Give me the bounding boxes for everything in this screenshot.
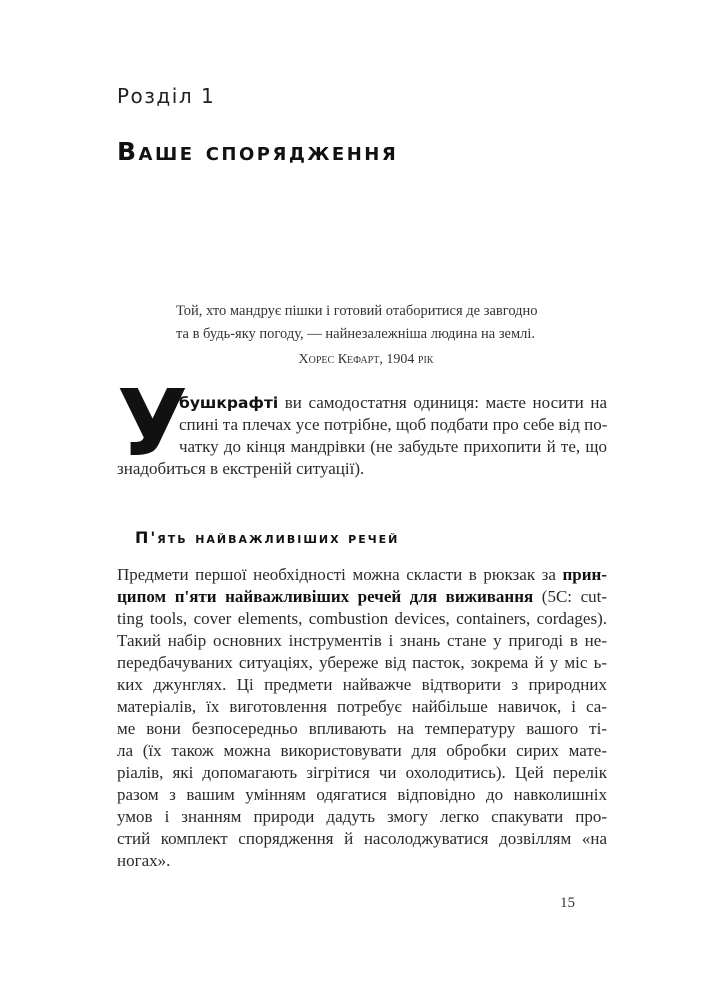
text-span: передбачуваних ситуаціях, убереже від пасток, зокрема й у міс ь- bbox=[117, 653, 607, 672]
text-line bbox=[117, 806, 607, 828]
epigraph-line: та в будь-яку погоду, — найнезалежніша людина на землі. bbox=[176, 326, 536, 342]
text-line bbox=[117, 696, 607, 718]
section-heading: П'ять найважливіших речей bbox=[135, 528, 400, 547]
text-span: Такий набір основних інструментів і знань стане у пригоді в не- bbox=[117, 631, 607, 650]
text-span: ting tools, cover elements, combustion devices, containers, cordages). bbox=[117, 609, 607, 628]
epigraph-line: Той, хто мандрує пішки і готовий отаборитися де завгодно bbox=[176, 303, 538, 319]
page-number: 15 bbox=[560, 895, 575, 911]
text-line bbox=[117, 784, 607, 806]
text-span: ких джунглях. Ці предмети найважче відтворити з природних bbox=[117, 675, 607, 694]
text-span: разом з вашим умінням одягатися відповідно до навколишніх bbox=[117, 785, 607, 804]
drop-cap: У bbox=[117, 370, 188, 477]
text-line bbox=[117, 740, 607, 762]
text-line bbox=[117, 828, 607, 850]
text-line bbox=[117, 718, 607, 740]
text-line bbox=[117, 674, 607, 696]
text-line bbox=[117, 652, 607, 674]
bold-text: бушкрафті bbox=[179, 394, 279, 412]
chapter-title: Ваше спорядження bbox=[117, 137, 399, 166]
text-line bbox=[179, 392, 607, 414]
epigraph bbox=[176, 300, 556, 368]
text-line bbox=[117, 630, 607, 652]
text-line bbox=[117, 850, 607, 872]
text-line bbox=[117, 458, 607, 480]
text-span: ме вони безпосередньо впливають на температуру вашого ті- bbox=[117, 719, 607, 738]
text-line bbox=[179, 436, 607, 458]
chapter-label: Розділ 1 bbox=[117, 84, 216, 108]
text-line bbox=[117, 608, 607, 630]
body-paragraph bbox=[117, 564, 607, 872]
text-span: умов і знанням природи дадуть змогу легко спакувати про- bbox=[117, 807, 607, 826]
text-span: чатку до кінця мандрівки (не забудьте прихопити й те, що bbox=[179, 437, 607, 456]
text-span: ла (їх також можна використовувати для обробки сирих мате- bbox=[117, 741, 607, 760]
text-line bbox=[117, 586, 607, 608]
text-span: спині та плечах усе потрібне, щоб подбати про себе від по- bbox=[179, 415, 608, 434]
text-span: стий комплект спорядження й насолоджуватися дозвіллям «на bbox=[117, 829, 607, 848]
text-span: ногах». bbox=[117, 851, 171, 870]
bold-text: ципом п'яти найважливіших речей для виживання bbox=[117, 587, 534, 606]
text-span: ви самодостатня одиниця: маєте носити на bbox=[278, 393, 607, 412]
text-line bbox=[179, 414, 607, 436]
text-span: матеріалів, їх виготовлення потребує найбільше навичок, і са- bbox=[117, 697, 607, 716]
epigraph-source: Хорес Кефарт, 1904 рік bbox=[298, 352, 434, 367]
text-line bbox=[117, 762, 607, 784]
intro-paragraph bbox=[117, 392, 607, 480]
text-span: Предмети першої необхідності можна скласти в рюкзак за bbox=[117, 565, 563, 584]
text-span: знадобиться в екстреній ситуації). bbox=[117, 459, 365, 478]
bold-text: прин- bbox=[562, 565, 607, 584]
text-line bbox=[117, 564, 607, 586]
text-span: (5C: cut- bbox=[533, 587, 608, 606]
text-span: ріалів, які допомагають зігрітися чи охолодитись). Цей перелік bbox=[117, 763, 607, 782]
